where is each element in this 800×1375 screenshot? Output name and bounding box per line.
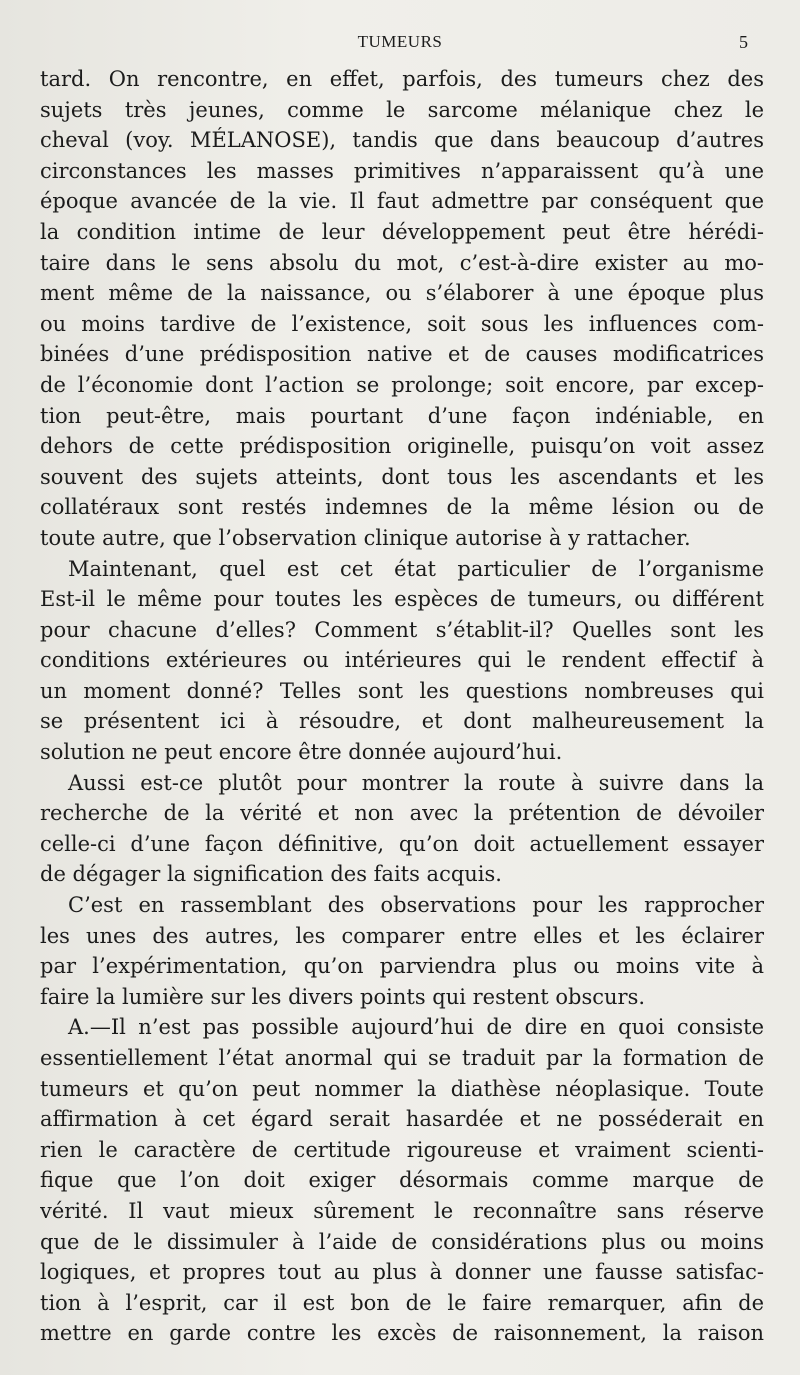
text-line: tard. On rencontre, en effet, parfois, des tumeurs chez des — [40, 67, 764, 91]
page-header — [40, 32, 760, 56]
paragraph-start-line: Maintenant, quel est cet état particulier de l’organisme — [68, 556, 764, 581]
text-line: logiques, et propres tout au plus à donner une fausse satisfac- — [40, 1260, 764, 1285]
text-line: essentiellement l’état anormal qui se traduit par la formation de — [40, 1046, 764, 1070]
text-line: les unes des autres, les comparer entre elles et les éclairer — [40, 923, 764, 948]
text-line: affirmation à cet égard serait hasardée et ne posséderait en — [40, 1107, 764, 1132]
page-number: 5 — [739, 32, 748, 52]
running-head: TUMEURS — [357, 32, 443, 51]
paragraph-start-line: A.—Il n’est pas possible aujourd’hui de dire en quoi consiste — [68, 1015, 764, 1040]
text-line: rien le caractère de certitude rigoureuse et vraiment scienti- — [40, 1137, 764, 1162]
text-line: collatéraux sont restés indemnes de la même lésion ou de — [40, 495, 764, 520]
text-line: la condition intime de leur développement peut être hérédi- — [40, 219, 764, 244]
paragraph-start-line: C’est en rassemblant des observations pour les rapprocher — [68, 893, 764, 918]
text-line: vérité. Il vaut mieux sûrement le reconnaître sans réserve — [40, 1198, 764, 1223]
text-line: ou moins tardive de l’existence, soit sous les influences com- — [40, 311, 764, 336]
body-text — [40, 64, 764, 1349]
text-line: recherche de la vérité et non avec la prétention de dévoiler — [40, 801, 764, 826]
text-line: binées d’une prédisposition native et de causes modificatrices — [40, 342, 764, 367]
text-line: conditions extérieures ou intérieures qui le rendent effectif à — [40, 648, 764, 673]
text-line: un moment donné? Telles sont les questions nombreuses qui — [40, 678, 764, 703]
text-line: faire la lumière sur les divers points qui restent obscurs. — [40, 984, 646, 1009]
text-line: tumeurs et qu’on peut nommer la diathèse néoplasique. Toute — [40, 1076, 764, 1101]
text-line: de l’économie dont l’action se prolonge; soit encore, par excep- — [40, 372, 764, 397]
text-line: Est-il le même pour toutes les espèces de tumeurs, ou différent — [40, 587, 764, 612]
text-line: tion peut-être, mais pourtant d’une façon indéniable, en — [40, 403, 764, 428]
text-line: mettre en garde contre les excès de raisonnement, la raison — [40, 1321, 764, 1346]
text-line: fique que l’on doit exiger désormais comme marque de — [40, 1168, 764, 1193]
text-line: ment même de la naissance, ou s’élaborer à une époque plus — [40, 281, 764, 306]
text-line: solution ne peut encore être donnée aujourd’hui. — [40, 740, 563, 765]
text-line: circonstances les masses primitives n’apparaissent qu’à une — [40, 158, 764, 183]
text-line: par l’expérimentation, qu’on parviendra plus ou moins vite à — [40, 954, 764, 979]
text-line: de dégager la signification des faits acquis. — [40, 862, 502, 887]
text-line: celle-ci d’une façon définitive, qu’on doit actuellement essayer — [40, 831, 764, 856]
text-line: toute autre, que l’observation clinique autorise à y rattacher. — [40, 525, 691, 550]
text-line: dehors de cette prédisposition originelle, puisqu’on voit assez — [40, 434, 764, 459]
text-line: cheval (voy. MÉLANOSE), tandis que dans beaucoup d’autres — [40, 128, 764, 153]
paragraph-start-line: Aussi est-ce plutôt pour montrer la route à suivre dans la — [68, 770, 764, 795]
text-line: tion à l’esprit, car il est bon de le faire remarquer, afin de — [40, 1290, 764, 1315]
text-line: souvent des sujets atteints, dont tous les ascendants et les — [40, 464, 764, 489]
text-line: se présentent ici à résoudre, et dont malheureusement la — [40, 709, 764, 734]
text-line: que de le dissimuler à l’aide de considérations plus ou moins — [40, 1229, 764, 1254]
text-line: taire dans le sens absolu du mot, c’est-à-dire exister au mo- — [40, 250, 764, 275]
text-line: pour chacune d’elles? Comment s’établit-il? Quelles sont les — [40, 617, 764, 642]
text-line: sujets très jeunes, comme le sarcome mélanique chez le — [40, 97, 764, 122]
text-line: époque avancée de la vie. Il faut admettre par conséquent que — [40, 189, 764, 214]
